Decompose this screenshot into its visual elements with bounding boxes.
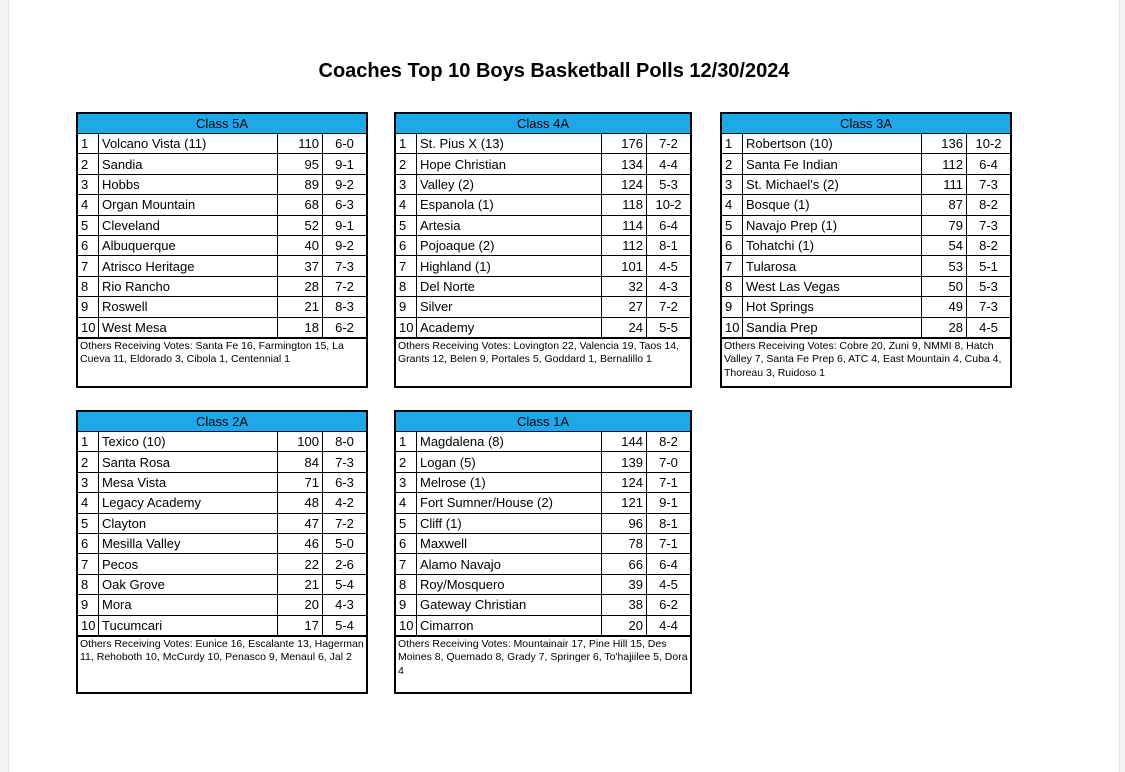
record-cell: 5-5 xyxy=(647,317,691,337)
points-cell: 118 xyxy=(602,195,647,215)
team-cell: Mesa Vista xyxy=(99,472,278,492)
table-row xyxy=(396,452,690,472)
rank-cell: 10 xyxy=(78,317,99,337)
record-cell: 8-0 xyxy=(323,432,367,452)
record-cell: 4-5 xyxy=(647,574,691,594)
points-cell: 121 xyxy=(602,493,647,513)
table-row xyxy=(396,134,690,154)
record-cell: 9-1 xyxy=(323,215,367,235)
team-cell: Hobbs xyxy=(99,174,278,194)
poll-header: Class 2A xyxy=(78,412,366,432)
team-cell: Navajo Prep (1) xyxy=(743,215,922,235)
record-cell: 6-2 xyxy=(647,595,691,615)
team-cell: Espanola (1) xyxy=(417,195,602,215)
record-cell: 7-2 xyxy=(647,297,691,317)
record-cell: 6-3 xyxy=(323,195,367,215)
rank-cell: 9 xyxy=(722,297,743,317)
rank-cell: 9 xyxy=(396,595,417,615)
table-row xyxy=(722,297,1010,317)
table-row xyxy=(78,472,366,492)
rank-cell: 6 xyxy=(396,533,417,553)
rank-cell: 6 xyxy=(396,235,417,255)
points-cell: 110 xyxy=(278,134,323,154)
others-receiving-votes: Others Receiving Votes: Lovington 22, Valencia 19, Taos 14, Grants 12, Belen 9, Portales 5, Goddard 1, Bernalillo 1 xyxy=(396,338,690,368)
rank-cell: 4 xyxy=(396,195,417,215)
team-cell: Gateway Christian xyxy=(417,595,602,615)
record-cell: 7-1 xyxy=(647,533,691,553)
team-cell: Santa Fe Indian xyxy=(743,154,922,174)
points-cell: 47 xyxy=(278,513,323,533)
table-row xyxy=(396,432,690,452)
rank-cell: 5 xyxy=(722,215,743,235)
table-row xyxy=(396,174,690,194)
record-cell: 7-2 xyxy=(323,276,367,296)
rank-cell: 1 xyxy=(78,134,99,154)
record-cell: 10-2 xyxy=(967,134,1011,154)
points-cell: 68 xyxy=(278,195,323,215)
table-row xyxy=(78,432,366,452)
points-cell: 100 xyxy=(278,432,323,452)
points-cell: 124 xyxy=(602,174,647,194)
team-cell: Melrose (1) xyxy=(417,472,602,492)
table-row xyxy=(78,615,366,635)
points-cell: 87 xyxy=(922,195,967,215)
table-row xyxy=(78,317,366,337)
points-cell: 112 xyxy=(602,235,647,255)
points-cell: 37 xyxy=(278,256,323,276)
record-cell: 5-1 xyxy=(967,256,1011,276)
rank-cell: 6 xyxy=(722,235,743,255)
record-cell: 4-5 xyxy=(647,256,691,276)
points-cell: 89 xyxy=(278,174,323,194)
record-cell: 4-3 xyxy=(647,276,691,296)
table-row xyxy=(396,533,690,553)
table-row xyxy=(396,276,690,296)
record-cell: 5-0 xyxy=(323,533,367,553)
rank-cell: 3 xyxy=(78,472,99,492)
points-cell: 111 xyxy=(922,174,967,194)
poll-class-4a xyxy=(394,112,692,388)
record-cell: 6-3 xyxy=(323,472,367,492)
poll-class-1a xyxy=(394,410,692,694)
table-row xyxy=(396,297,690,317)
points-cell: 71 xyxy=(278,472,323,492)
rank-cell: 3 xyxy=(78,174,99,194)
rank-cell: 10 xyxy=(396,317,417,337)
team-cell: Oak Grove xyxy=(99,574,278,594)
table-row xyxy=(78,574,366,594)
points-cell: 40 xyxy=(278,235,323,255)
table-row xyxy=(396,554,690,574)
table-row xyxy=(78,134,366,154)
poll-header: Class 4A xyxy=(396,114,690,134)
rank-cell: 10 xyxy=(78,615,99,635)
record-cell: 6-2 xyxy=(323,317,367,337)
rank-cell: 1 xyxy=(722,134,743,154)
team-cell: St. Pius X (13) xyxy=(417,134,602,154)
points-cell: 79 xyxy=(922,215,967,235)
poll-header: Class 5A xyxy=(78,114,366,134)
points-cell: 38 xyxy=(602,595,647,615)
table-row xyxy=(396,154,690,174)
record-cell: 9-1 xyxy=(647,493,691,513)
team-cell: Volcano Vista (11) xyxy=(99,134,278,154)
rank-cell: 6 xyxy=(78,235,99,255)
team-cell: Silver xyxy=(417,297,602,317)
rankings-table xyxy=(78,432,366,636)
poll-class-5a xyxy=(76,112,368,388)
rank-cell: 1 xyxy=(396,432,417,452)
table-row xyxy=(396,215,690,235)
table-row xyxy=(78,493,366,513)
rank-cell: 2 xyxy=(78,154,99,174)
rank-cell: 4 xyxy=(396,493,417,513)
team-cell: West Las Vegas xyxy=(743,276,922,296)
points-cell: 49 xyxy=(922,297,967,317)
points-cell: 136 xyxy=(922,134,967,154)
table-row xyxy=(722,195,1010,215)
record-cell: 4-4 xyxy=(647,615,691,635)
record-cell: 4-4 xyxy=(647,154,691,174)
others-receiving-votes: Others Receiving Votes: Santa Fe 16, Farmington 15, La Cueva 11, Eldorado 3, Cibola 1, Centennial 1 xyxy=(78,338,366,368)
team-cell: Alamo Navajo xyxy=(417,554,602,574)
rankings-table xyxy=(78,134,366,338)
team-cell: Organ Mountain xyxy=(99,195,278,215)
record-cell: 5-3 xyxy=(647,174,691,194)
record-cell: 8-1 xyxy=(647,513,691,533)
table-row xyxy=(722,154,1010,174)
rank-cell: 5 xyxy=(396,513,417,533)
record-cell: 8-2 xyxy=(967,235,1011,255)
team-cell: Valley (2) xyxy=(417,174,602,194)
points-cell: 52 xyxy=(278,215,323,235)
record-cell: 6-4 xyxy=(967,154,1011,174)
record-cell: 7-1 xyxy=(647,472,691,492)
rank-cell: 2 xyxy=(722,154,743,174)
record-cell: 7-3 xyxy=(967,215,1011,235)
points-cell: 139 xyxy=(602,452,647,472)
team-cell: Pojoaque (2) xyxy=(417,235,602,255)
points-cell: 96 xyxy=(602,513,647,533)
table-row xyxy=(722,215,1010,235)
record-cell: 8-2 xyxy=(967,195,1011,215)
table-row xyxy=(78,533,366,553)
points-cell: 18 xyxy=(278,317,323,337)
table-row xyxy=(722,235,1010,255)
team-cell: Texico (10) xyxy=(99,432,278,452)
rank-cell: 1 xyxy=(396,134,417,154)
points-cell: 17 xyxy=(278,615,323,635)
team-cell: Tularosa xyxy=(743,256,922,276)
table-row xyxy=(78,256,366,276)
points-cell: 39 xyxy=(602,574,647,594)
rank-cell: 9 xyxy=(78,595,99,615)
rankings-table xyxy=(396,432,690,636)
points-cell: 124 xyxy=(602,472,647,492)
team-cell: Sandia xyxy=(99,154,278,174)
team-cell: Cliff (1) xyxy=(417,513,602,533)
team-cell: Santa Rosa xyxy=(99,452,278,472)
points-cell: 32 xyxy=(602,276,647,296)
team-cell: Mora xyxy=(99,595,278,615)
record-cell: 8-2 xyxy=(647,432,691,452)
points-cell: 20 xyxy=(602,615,647,635)
rank-cell: 7 xyxy=(78,554,99,574)
team-cell: Fort Sumner/House (2) xyxy=(417,493,602,513)
table-row xyxy=(396,472,690,492)
table-row xyxy=(396,317,690,337)
rank-cell: 4 xyxy=(78,493,99,513)
record-cell: 7-2 xyxy=(647,134,691,154)
rank-cell: 3 xyxy=(722,174,743,194)
table-row xyxy=(722,134,1010,154)
points-cell: 21 xyxy=(278,574,323,594)
rank-cell: 4 xyxy=(78,195,99,215)
rank-cell: 5 xyxy=(396,215,417,235)
rank-cell: 6 xyxy=(78,533,99,553)
record-cell: 7-2 xyxy=(323,513,367,533)
table-row xyxy=(78,595,366,615)
table-row xyxy=(722,317,1010,337)
points-cell: 78 xyxy=(602,533,647,553)
points-cell: 48 xyxy=(278,493,323,513)
points-cell: 20 xyxy=(278,595,323,615)
rank-cell: 3 xyxy=(396,472,417,492)
team-cell: Cleveland xyxy=(99,215,278,235)
record-cell: 4-5 xyxy=(967,317,1011,337)
table-row xyxy=(78,297,366,317)
rank-cell: 1 xyxy=(78,432,99,452)
points-cell: 46 xyxy=(278,533,323,553)
rank-cell: 4 xyxy=(722,195,743,215)
record-cell: 7-3 xyxy=(323,256,367,276)
team-cell: Tucumcari xyxy=(99,615,278,635)
team-cell: Hot Springs xyxy=(743,297,922,317)
table-row xyxy=(722,276,1010,296)
record-cell: 9-2 xyxy=(323,235,367,255)
rankings-table xyxy=(396,134,690,338)
table-row xyxy=(78,215,366,235)
table-row xyxy=(78,174,366,194)
table-row xyxy=(722,174,1010,194)
team-cell: Legacy Academy xyxy=(99,493,278,513)
points-cell: 27 xyxy=(602,297,647,317)
record-cell: 4-3 xyxy=(323,595,367,615)
table-row xyxy=(78,452,366,472)
rank-cell: 5 xyxy=(78,215,99,235)
points-cell: 84 xyxy=(278,452,323,472)
team-cell: Mesilla Valley xyxy=(99,533,278,553)
team-cell: Sandia Prep xyxy=(743,317,922,337)
team-cell: Highland (1) xyxy=(417,256,602,276)
team-cell: Logan (5) xyxy=(417,452,602,472)
record-cell: 5-4 xyxy=(323,615,367,635)
points-cell: 112 xyxy=(922,154,967,174)
table-row xyxy=(396,513,690,533)
team-cell: Albuquerque xyxy=(99,235,278,255)
table-row xyxy=(78,235,366,255)
poll-class-3a xyxy=(720,112,1012,388)
poll-header: Class 1A xyxy=(396,412,690,432)
rank-cell: 3 xyxy=(396,174,417,194)
record-cell: 7-3 xyxy=(323,452,367,472)
table-row xyxy=(78,154,366,174)
rank-cell: 9 xyxy=(78,297,99,317)
team-cell: Cimarron xyxy=(417,615,602,635)
points-cell: 101 xyxy=(602,256,647,276)
rank-cell: 8 xyxy=(396,574,417,594)
team-cell: Rio Rancho xyxy=(99,276,278,296)
table-row xyxy=(78,554,366,574)
table-row xyxy=(396,615,690,635)
points-cell: 95 xyxy=(278,154,323,174)
points-cell: 176 xyxy=(602,134,647,154)
points-cell: 53 xyxy=(922,256,967,276)
team-cell: Hope Christian xyxy=(417,154,602,174)
table-row xyxy=(78,276,366,296)
points-cell: 54 xyxy=(922,235,967,255)
poll-header: Class 3A xyxy=(722,114,1010,134)
team-cell: Maxwell xyxy=(417,533,602,553)
rank-cell: 7 xyxy=(396,554,417,574)
record-cell: 9-2 xyxy=(323,174,367,194)
points-cell: 28 xyxy=(278,276,323,296)
rank-cell: 8 xyxy=(78,574,99,594)
points-cell: 28 xyxy=(922,317,967,337)
table-row xyxy=(78,195,366,215)
record-cell: 8-1 xyxy=(647,235,691,255)
team-cell: Atrisco Heritage xyxy=(99,256,278,276)
rank-cell: 2 xyxy=(396,452,417,472)
team-cell: Clayton xyxy=(99,513,278,533)
team-cell: Tohatchi (1) xyxy=(743,235,922,255)
others-receiving-votes: Others Receiving Votes: Cobre 20, Zuni 9, NMMI 8, Hatch Valley 7, Santa Fe Prep 6, ATC 4, East Mountain 4, Cuba 4, Thoreau 3, Ruidoso 1 xyxy=(722,338,1010,382)
rank-cell: 7 xyxy=(722,256,743,276)
team-cell: Roswell xyxy=(99,297,278,317)
record-cell: 5-3 xyxy=(967,276,1011,296)
team-cell: Robertson (10) xyxy=(743,134,922,154)
rank-cell: 5 xyxy=(78,513,99,533)
points-cell: 22 xyxy=(278,554,323,574)
team-cell: Academy xyxy=(417,317,602,337)
team-cell: Bosque (1) xyxy=(743,195,922,215)
table-row xyxy=(396,235,690,255)
rankings-table xyxy=(722,134,1010,338)
rank-cell: 2 xyxy=(78,452,99,472)
table-row xyxy=(722,256,1010,276)
record-cell: 2-6 xyxy=(323,554,367,574)
team-cell: Magdalena (8) xyxy=(417,432,602,452)
table-row xyxy=(396,595,690,615)
rank-cell: 7 xyxy=(396,256,417,276)
record-cell: 7-0 xyxy=(647,452,691,472)
points-cell: 134 xyxy=(602,154,647,174)
points-cell: 24 xyxy=(602,317,647,337)
record-cell: 4-2 xyxy=(323,493,367,513)
page-title: Coaches Top 10 Boys Basketball Polls 12/30/2024 xyxy=(318,60,790,82)
team-cell: Roy/Mosquero xyxy=(417,574,602,594)
record-cell: 8-3 xyxy=(323,297,367,317)
rank-cell: 7 xyxy=(78,256,99,276)
points-cell: 66 xyxy=(602,554,647,574)
record-cell: 9-1 xyxy=(323,154,367,174)
record-cell: 7-3 xyxy=(967,297,1011,317)
poll-class-2a xyxy=(76,410,368,694)
team-cell: Del Norte xyxy=(417,276,602,296)
rank-cell: 10 xyxy=(396,615,417,635)
team-cell: Artesia xyxy=(417,215,602,235)
table-row xyxy=(78,513,366,533)
record-cell: 6-4 xyxy=(647,554,691,574)
table-row xyxy=(396,574,690,594)
rank-cell: 8 xyxy=(78,276,99,296)
rank-cell: 8 xyxy=(396,276,417,296)
rank-cell: 9 xyxy=(396,297,417,317)
table-row xyxy=(396,256,690,276)
team-cell: Pecos xyxy=(99,554,278,574)
points-cell: 144 xyxy=(602,432,647,452)
others-receiving-votes: Others Receiving Votes: Eunice 16, Escalante 13, Hagerman 11, Rehoboth 10, McCurdy 10, Penasco 9, Menaul 6, Jal 2 xyxy=(78,636,366,666)
points-cell: 50 xyxy=(922,276,967,296)
points-cell: 114 xyxy=(602,215,647,235)
record-cell: 6-0 xyxy=(323,134,367,154)
table-row xyxy=(396,493,690,513)
record-cell: 5-4 xyxy=(323,574,367,594)
rank-cell: 2 xyxy=(396,154,417,174)
record-cell: 7-3 xyxy=(967,174,1011,194)
rank-cell: 8 xyxy=(722,276,743,296)
rank-cell: 10 xyxy=(722,317,743,337)
record-cell: 6-4 xyxy=(647,215,691,235)
team-cell: West Mesa xyxy=(99,317,278,337)
table-row xyxy=(396,195,690,215)
record-cell: 10-2 xyxy=(647,195,691,215)
team-cell: St. Michael's (2) xyxy=(743,174,922,194)
points-cell: 21 xyxy=(278,297,323,317)
others-receiving-votes: Others Receiving Votes: Mountainair 17, Pine Hill 15, Des Moines 8, Quemado 8, Grady 7, Springer 6, To'hajiilee 5, Dora 4 xyxy=(396,636,690,680)
